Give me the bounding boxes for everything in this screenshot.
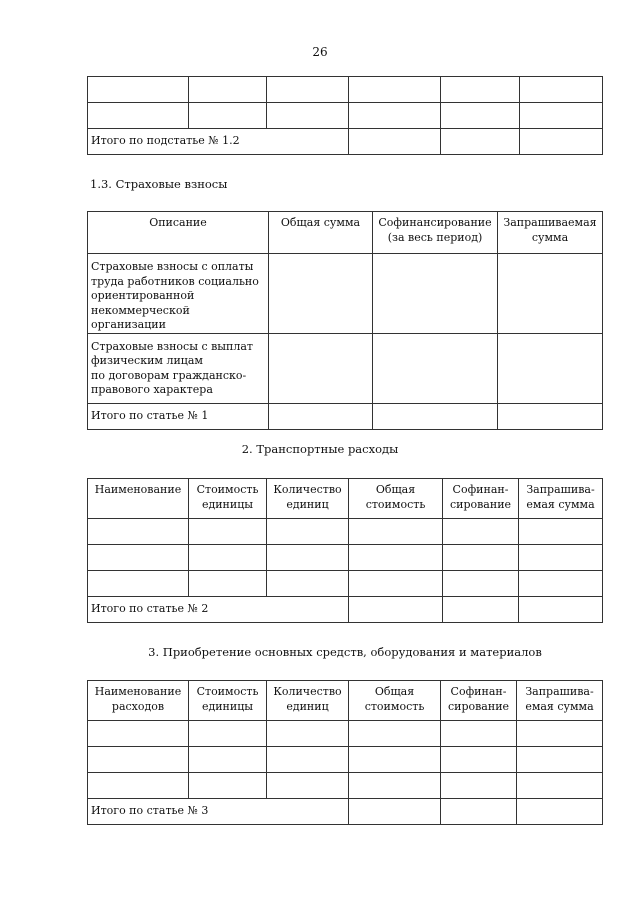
table-cell [267,747,349,773]
table-cell [441,747,517,773]
table-cell [189,77,267,103]
header-unit-cost: Стоимость единицы [189,479,267,519]
table-cell [519,519,603,545]
table-1-2-continuation [87,76,603,155]
table-cell [519,545,603,571]
table-cell [349,773,441,799]
table-cell [373,333,498,403]
total-row [88,129,603,155]
table-cell [349,77,441,103]
header-total-cost: Общая стоимость [349,479,443,519]
total-row [88,597,603,623]
header-cofinancing: Софинан- сирование [443,479,519,519]
total-row [88,403,603,429]
table-cell [349,129,441,155]
total-row [88,799,603,825]
table-row [88,77,603,103]
table-cell [441,129,520,155]
table-cell [88,773,189,799]
table-cell [269,333,373,403]
table-cell [267,571,349,597]
total-label: Итого по статье № 3 [88,799,349,825]
table-cell [267,103,349,129]
total-label: Итого по подстатье № 1.2 [88,129,349,155]
table-cell [441,721,517,747]
table-cell [498,333,603,403]
table-row [88,333,603,403]
section-1-3-title: 1.3. Страховые взносы [90,177,228,191]
table-cell [517,773,603,799]
table-cell [443,545,519,571]
table-row [88,519,603,545]
header-expense-name: Наименование расходов [88,681,189,721]
table-cell [498,254,603,334]
table-cell [267,519,349,545]
table-cell [349,799,441,825]
table-cell [443,597,519,623]
table-row [88,747,603,773]
header-quantity: Количество единиц [267,479,349,519]
table-cell [373,254,498,334]
table-cell [267,77,349,103]
table-cell [519,597,603,623]
table-cell [267,721,349,747]
header-cofinancing: Софинансирование (за весь период) [373,212,498,254]
header-quantity: Количество единиц [267,681,349,721]
table-cell [498,403,603,429]
page-number: 26 [312,45,328,59]
table-cell [520,103,603,129]
table-cell [88,77,189,103]
header-name: Наименование [88,479,189,519]
table-row [88,254,603,334]
table-cell [189,519,267,545]
table-cell [88,103,189,129]
table-cell [443,519,519,545]
header-total-cost: Общая стоимость [349,681,441,721]
table-cell [349,571,443,597]
table-cell [189,721,267,747]
table-cell [517,721,603,747]
table-row [88,773,603,799]
table-cell [88,571,189,597]
header-requested-amount: Запрашиваемая сумма [498,212,603,254]
table-cell [349,721,441,747]
table-cell [349,103,441,129]
table-cell [520,77,603,103]
header-requested-amount: Запрашива- емая сумма [517,681,603,721]
header-row [88,681,603,721]
table-cell [519,571,603,597]
table-cell [88,519,189,545]
table-cell [189,545,267,571]
header-total-amount: Общая сумма [269,212,373,254]
table-insurance-contributions [87,211,603,430]
table-cell [441,77,520,103]
header-description: Описание [88,212,269,254]
table-cell [520,129,603,155]
header-unit-cost: Стоимость единицы [189,681,267,721]
table-cell [189,103,267,129]
table-cell [88,545,189,571]
table-cell [441,103,520,129]
table-cell [349,519,443,545]
header-requested-amount: Запрашива- емая сумма [519,479,603,519]
table-cell [441,799,517,825]
table-cell [189,747,267,773]
table-cell [267,545,349,571]
table-cell [517,799,603,825]
row-label: Страховые взносы с выплат физическим лицам по договорам гражданско- правового характера [88,333,269,403]
table-cell [269,403,373,429]
table-cell [88,721,189,747]
table-transport-expenses [87,478,603,623]
header-cofinancing: Софинан- сирование [441,681,517,721]
total-label: Итого по статье № 2 [88,597,349,623]
row-label: Страховые взносы с оплаты труда работников социально ориентированной некоммерческой организации [88,254,269,334]
header-row [88,479,603,519]
table-cell [443,571,519,597]
table-cell [88,747,189,773]
table-row [88,103,603,129]
table-cell [441,773,517,799]
table-cell [267,773,349,799]
table-row [88,545,603,571]
table-cell [349,597,443,623]
table-row [88,721,603,747]
table-cell [189,571,267,597]
table-cell [269,254,373,334]
table-cell [373,403,498,429]
table-cell [189,773,267,799]
table-fixed-assets [87,680,603,825]
header-row [88,212,603,254]
table-cell [349,545,443,571]
total-label: Итого по статье № 1 [88,403,269,429]
table-row [88,571,603,597]
table-cell [517,747,603,773]
section-3-title: 3. Приобретение основных средств, оборудования и материалов [148,645,542,659]
section-2-title: 2. Транспортные расходы [241,442,399,456]
table-cell [349,747,441,773]
